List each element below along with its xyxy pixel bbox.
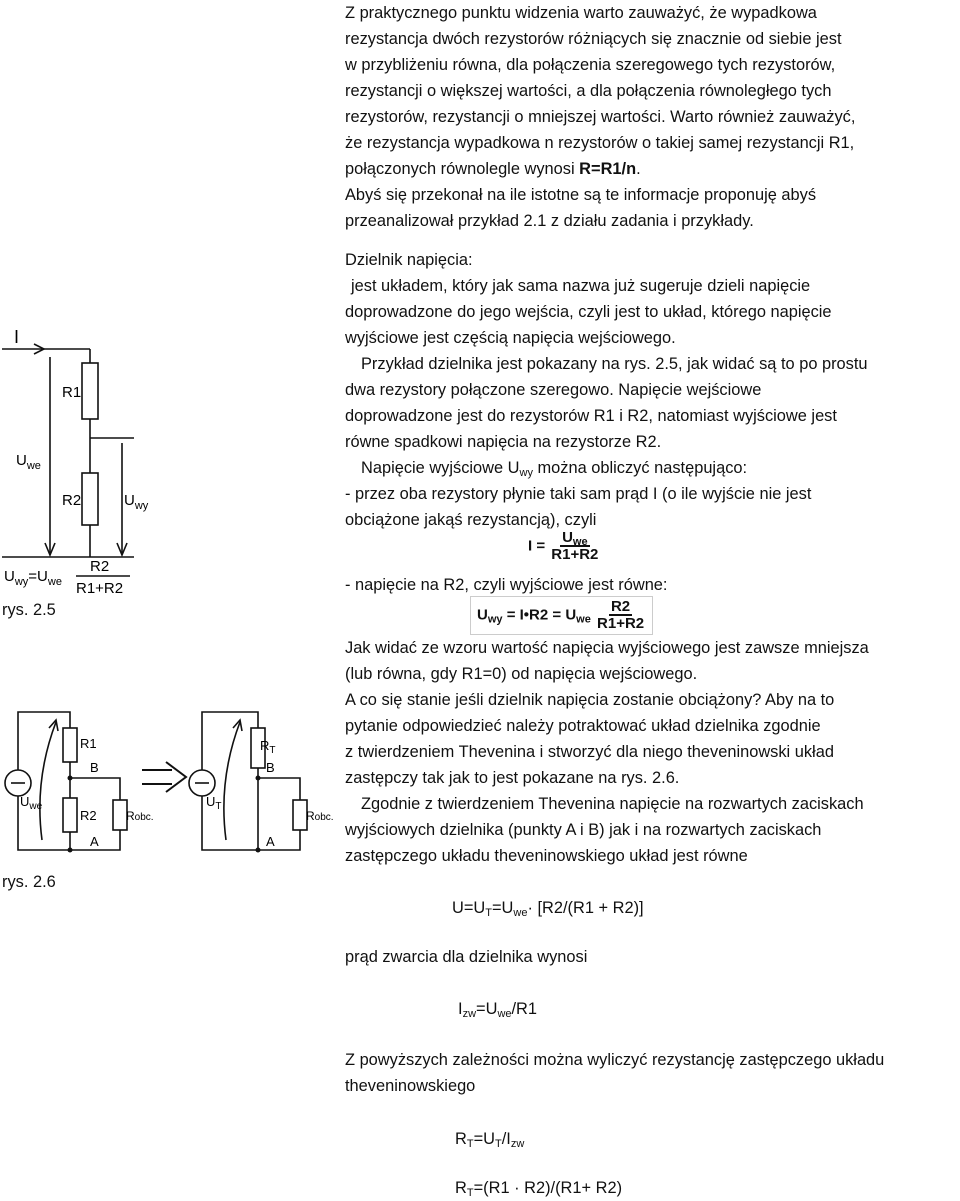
bold-formula: R=R1/n [579, 160, 637, 178]
figure-2-5-circuit [0, 325, 180, 605]
eq-part: /R1 [511, 1000, 538, 1018]
text-span: można obliczyć następująco: [532, 459, 748, 477]
intro-paragraph [345, 0, 957, 234]
text-line [345, 156, 957, 182]
subscript: zw [462, 1008, 477, 1020]
text-line: jest układem, który jak sama nazwa już sugeruje dzieli napięcie [351, 277, 811, 295]
equation-rt1 [455, 1126, 755, 1152]
formula-lhs: U [477, 606, 488, 624]
eq-part: /I [501, 1130, 511, 1148]
text-line: z twierdzeniem Thevenina i stworzyć dla niego theveninowski układ [345, 743, 834, 761]
text-block [345, 1047, 957, 1099]
subscript: T [495, 1138, 502, 1150]
u-main: U [20, 794, 30, 809]
subscript: T [466, 1187, 474, 1199]
text-span: Napięcie wyjściowe U [361, 459, 520, 477]
uwe-label [16, 452, 41, 472]
text-line: rezystancja dwóch rezystorów różniących się znacznie od siebie jest [345, 30, 842, 48]
uwe-label-sub: we [26, 460, 41, 472]
text-line: dwa rezystory połączone szeregowo. Napięcie wejściowe [345, 381, 762, 399]
text-line: Abyś się przekonał na ile istotne są te informacje proponuję abyś [345, 186, 817, 204]
eq-part: =U [476, 1000, 498, 1018]
text-line: Z powyższych zależności można wyliczyć rezystancję zastępczego układu [345, 1051, 885, 1069]
ut-label [206, 794, 222, 812]
text-line: przeanalizował przykład 2.1 z działu zadania i przykłady. [345, 212, 754, 230]
section-heading: Dzielnik napięcia: [345, 251, 473, 269]
current-label: I [14, 327, 20, 347]
text-line: Z praktycznego punktu widzenia warto zauważyć, że wypadkowa [345, 4, 817, 22]
eq-part: U=U [452, 899, 486, 917]
eq-part: · [R2/(R1 + R2)] [527, 899, 644, 917]
text-line: że rezystancja wypadkowa n rezystorów o takiej samej rezystancji R1, [345, 134, 855, 152]
uwy-label-sub: wy [134, 500, 149, 512]
rt-main: R [260, 738, 270, 753]
rt-label [260, 738, 276, 756]
output-voltage-formula [470, 596, 653, 635]
divider-section [345, 247, 957, 533]
text-line: zastępczego układu theveninowskiego układ jest równe [345, 847, 748, 865]
eq-part: R [455, 1179, 467, 1197]
r1-label: R1 [62, 384, 82, 401]
u-main: U [206, 794, 216, 809]
u-sub: we [29, 801, 43, 812]
eq-part: R [455, 1130, 467, 1148]
text-block [345, 572, 957, 598]
u-sub: T [215, 801, 222, 812]
formula-sub: we [47, 576, 62, 588]
subscript: wy [487, 613, 503, 626]
text-line: A co się stanie jeśli dzielnik napięcia zostanie obciążony? Aby na to [345, 691, 835, 709]
robc-sub: obc. [314, 812, 334, 823]
formula-sub: wy [14, 576, 29, 588]
subscript: wy [519, 467, 533, 479]
fig25-formula [4, 568, 62, 588]
text-line: prąd zwarcia dla dzielnika wynosi [345, 948, 588, 966]
text-line: rezystancji o większej wartości, a dla połączenia równoległego tych [345, 82, 832, 100]
uwy-label-main: U [124, 492, 135, 509]
uwe-label-main: U [16, 452, 27, 469]
numerator-text: U [562, 529, 573, 546]
subscript: we [497, 1008, 512, 1020]
eq-part: I [458, 1000, 463, 1018]
text-line: pytanie odpowiedzieć należy potraktować układ dzielnika zgodnie [345, 717, 821, 735]
text-line: rezystorów, rezystancji o mniejszej wartości. Warto również zauważyć, [345, 108, 856, 126]
formula-fraction [549, 530, 600, 563]
text-line: doprowadzone do jego wejścia, czyli jest to układ, którego napięcie [345, 303, 832, 321]
formula-denominator: R1+R2 [76, 580, 124, 597]
subscript: zw [510, 1138, 525, 1150]
fraction-numerator [560, 530, 590, 547]
fraction-numerator: R2 [610, 598, 631, 615]
text-line: doprowadzone jest do rezystorów R1 i R2, natomiast wyjściowe jest [345, 407, 837, 425]
formula-part: U [4, 568, 15, 585]
subscript: we [572, 536, 588, 548]
text-line: - przez oba rezystory płynie taki sam prąd I (o ile wyjście nie jest [345, 485, 812, 503]
robc-sub: obc. [134, 812, 154, 823]
text-line: (lub równa, gdy R1=0) od napięcia wejściowego. [345, 665, 698, 683]
eq-part: =U [491, 899, 514, 917]
text-line: obciążone jakąś rezystancją), czyli [345, 511, 597, 529]
robc-main: R [126, 809, 135, 823]
current-formula [528, 530, 600, 563]
text-line [345, 455, 957, 481]
equation-rt2 [455, 1175, 755, 1201]
figure-caption-2-6: rys. 2.6 [2, 873, 56, 891]
text-line: wyjściowych dzielnika (punkty A i B) jak i na rozwartych zaciskach [345, 821, 822, 839]
text-line: zastępczy tak jak to jest pokazane na rys. 2.6. [345, 769, 680, 787]
uwy-label [124, 492, 149, 512]
figure-2-6-circuit [0, 700, 345, 860]
formula-part: =U [28, 568, 48, 585]
text-line: Przykład dzielnika jest pokazany na rys. 2.5, jak widać są to po prostu [361, 355, 868, 373]
text-span: połączonych równolegle wynosi [345, 160, 580, 178]
r1-label: R1 [80, 736, 97, 751]
subscript: we [576, 613, 591, 626]
formula-lhs: I = [528, 537, 546, 555]
subscript: T [485, 907, 492, 919]
r2-label: R2 [80, 808, 97, 823]
text-line: równe spadkowi napięcia na rezystorze R2. [345, 433, 662, 451]
robc-label [126, 809, 154, 823]
eq-part: =(R1 · R2)/(R1+ R2) [473, 1179, 623, 1197]
subscript: we [513, 907, 528, 919]
equation-ut [452, 895, 852, 921]
equation-izw [458, 996, 758, 1022]
formula-numerator: R2 [90, 558, 110, 575]
figure-caption-2-5: rys. 2.5 [2, 601, 56, 619]
formula-fraction [595, 599, 646, 632]
robc-label [306, 809, 334, 823]
text-span: . [636, 160, 641, 178]
text-line: theveninowskiego [345, 1077, 476, 1095]
robc-main: R [306, 809, 315, 823]
point-a-label: A [90, 834, 99, 849]
text-line: - napięcie na R2, czyli wyjściowe jest równe: [345, 576, 668, 594]
uwe-label [20, 794, 43, 812]
formula-mid: = I•R2 = U [506, 606, 577, 624]
point-b-label: B [90, 760, 99, 775]
rt-sub: T [269, 745, 276, 756]
subscript: T [466, 1138, 474, 1150]
text-block [345, 944, 957, 970]
eq-part: =U [473, 1130, 495, 1148]
text-line: Zgodnie z twierdzeniem Thevenina napięcie na rozwartych zaciskach [361, 795, 864, 813]
text-line: Jak widać ze wzoru wartość napięcia wyjściowego jest zawsze mniejsza [345, 639, 869, 657]
text-line: w przybliżeniu równa, dla połączenia szeregowego tych rezystorów, [345, 56, 836, 74]
fraction-denominator: R1+R2 [597, 615, 645, 632]
fraction-denominator: R1+R2 [551, 546, 599, 563]
thevenin-paragraph [345, 635, 957, 869]
point-b-label: B [266, 760, 275, 775]
text-line: wyjściowe jest częścią napięcia wejściowego. [345, 329, 676, 347]
point-a-label: A [266, 834, 275, 849]
r2-label: R2 [62, 492, 82, 509]
